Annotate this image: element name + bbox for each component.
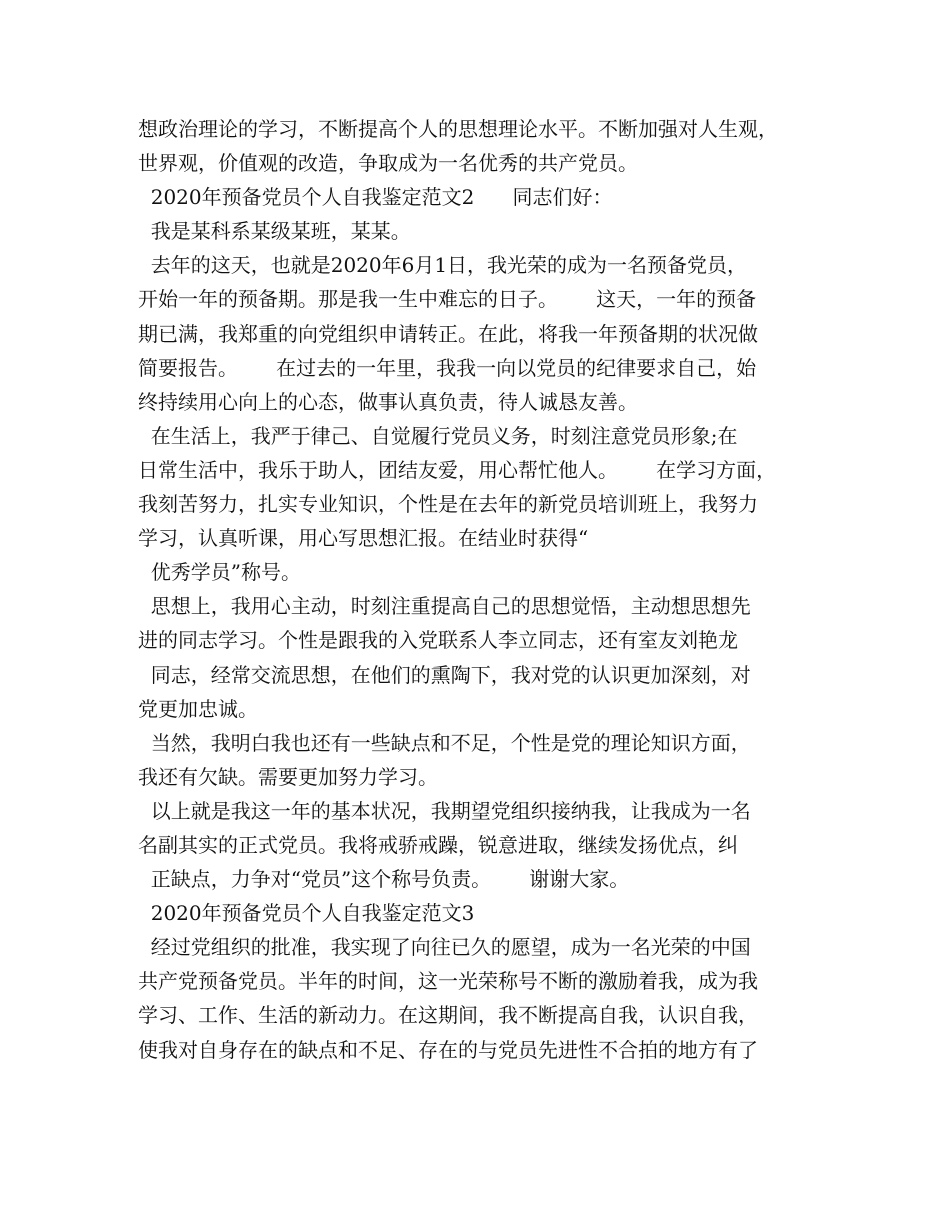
text-line: 2020年预备党员个人自我鉴定范文3 — [138, 901, 475, 926]
text-line: 共产党预备党员。半年的时间，这一光荣称号不断的激励着我，成为我 — [138, 969, 758, 994]
text-line: 同志，经常交流思想，在他们的熏陶下，我对党的认识更加深刻，对 — [138, 662, 751, 687]
text-line: 我还有欠缺。需要更加努力学习。 — [138, 764, 438, 789]
text-line: 我刻苦努力，扎实专业知识，个性是在去年的新党员培训班上，我努力 — [138, 492, 758, 517]
text-line: 使我对自身存在的缺点和不足、存在的与党员先进性不合拍的地方有了 — [138, 1037, 758, 1062]
text-line: 日常生活中，我乐于助人，团结友爱，用心帮忙他人。 在学习方面， — [138, 457, 777, 482]
text-line: 想政治理论的学习，不断提高个人的思想理论水平。不断加强对人生观， — [138, 117, 778, 141]
text-line: 世界观，价值观的改造，争取成为一名优秀的共产党员。 — [138, 151, 638, 176]
text-line: 党更加忠诚。 — [138, 696, 258, 721]
text-line: 进的同志学习。个性是跟我的入党联系人李立同志，还有室友刘艳龙 — [138, 628, 738, 653]
text-line: 以上就是我这一年的基本状况，我期望党组织接纳我，让我成为一名 — [138, 798, 751, 823]
text-line: 优秀学员”称号。 — [138, 560, 301, 585]
text-line: 名副其实的正式党员。我将戒骄戒躁，锐意进取，继续发扬优点，纠 — [138, 832, 738, 857]
text-line: 当然，我明白我也还有一些缺点和不足，个性是党的理论知识方面， — [138, 730, 751, 755]
text-line: 在生活上，我严于律己、自觉履行党员义务，时刻注意党员形象;在 — [138, 423, 738, 448]
document-body — [138, 112, 818, 1067]
text-line: 简要报告。 在过去的一年里，我我一向以党员的纪律要求自己，始 — [138, 355, 757, 380]
text-line: 期已满，我郑重的向党组织申请转正。在此，将我一年预备期的状况做 — [138, 321, 758, 346]
text-line: 终持续用心向上的心态，做事认真负责，待人诚恳友善。 — [138, 389, 638, 414]
text-line: 2020年预备党员个人自我鉴定范文2 同志们好： — [138, 185, 613, 210]
text-line: 经过党组织的批准，我实现了向往已久的愿望，成为一名光荣的中国 — [138, 935, 751, 960]
text-line: 学习、工作、生活的新动力。在这期间，我不断提高自我，认识自我， — [138, 1003, 758, 1028]
text-line: 去年的这天，也就是2020年6月1日，我光荣的成为一名预备党员， — [138, 253, 748, 278]
text-line: 我是某科系某级某班，某某。 — [138, 219, 411, 244]
text-line: 思想上，我用心主动，时刻注重提高自己的思想觉悟，主动想思想先 — [138, 594, 751, 619]
text-line: 开始一年的预备期。那是我一生中难忘的日子。 这天，一年的预备 — [138, 287, 757, 312]
text-line: 正缺点，力争对“党员”这个称号负责。 谢谢大家。 — [138, 867, 630, 892]
text-line: 学习，认真听课，用心写思想汇报。在结业时获得“ — [138, 526, 589, 551]
